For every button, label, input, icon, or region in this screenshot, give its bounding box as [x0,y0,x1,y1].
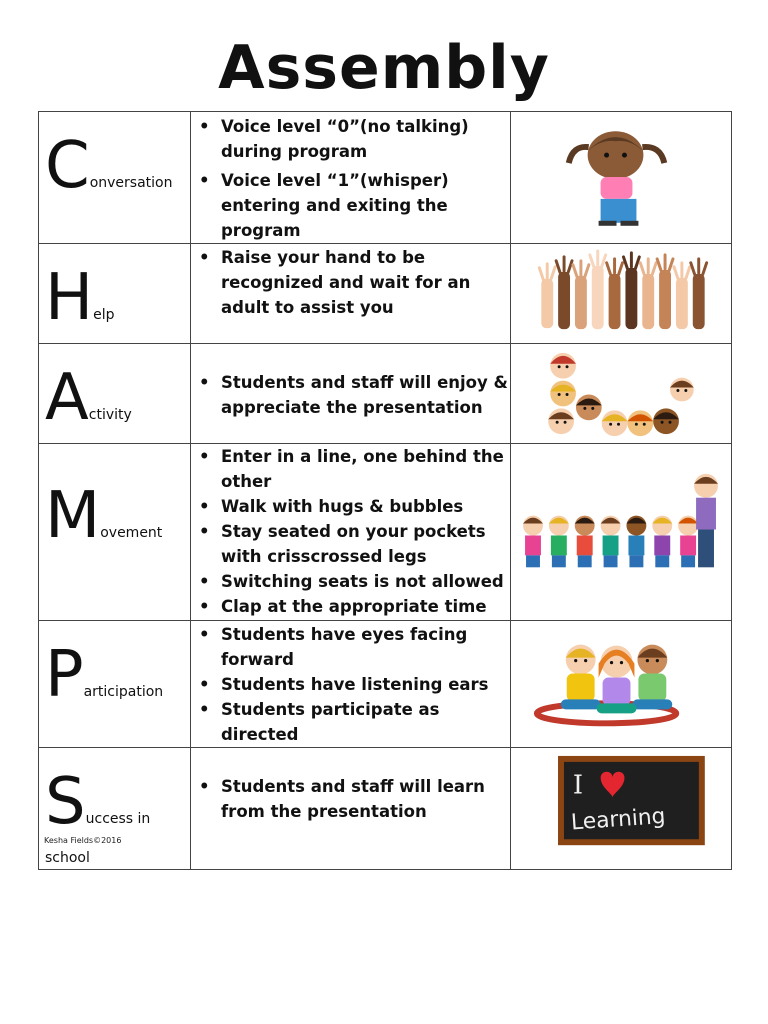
rule-item: • Walk with hugs & bubbles [221,494,510,519]
chalkboard-i: I [572,770,584,801]
group-of-kids-icon [511,344,731,443]
picture-cell [511,621,732,748]
rules-cell [191,748,511,870]
letter-cell [39,748,191,870]
rules-cell [191,621,511,748]
picture-cell [511,244,732,344]
picture-cell [511,112,732,244]
letter-cell [39,621,191,748]
rule-item: • Voice level “0”(no talking) during program [221,114,510,164]
table-row-a [39,344,732,444]
row-word: ctivity [88,407,132,423]
rule-item: • Students and staff will enjoy & appreciate the presentation [221,370,510,420]
table-row-s [39,748,732,870]
table-row-h [39,244,732,344]
raised-hands-icon [511,244,731,343]
champs-table [38,111,732,870]
row-word: elp [93,307,115,323]
row-word: uccess in [85,811,151,827]
table-row-c [39,112,732,244]
table-row-p [39,621,732,748]
kids-in-line-icon [511,444,731,620]
page-title: Assembly [218,33,550,103]
picture-cell [511,344,732,444]
row-letter: H [45,261,92,335]
row-letter: C [45,129,88,203]
row-word: onversation [89,175,173,191]
rules-cell [191,244,511,344]
row-letter: A [45,361,87,435]
row-letter: S [45,765,84,839]
rule-item: • Students participate as directed [221,697,510,747]
picture-cell [511,444,732,621]
rule-item: • Switching seats is not allowed [221,569,510,594]
rule-item: • Students have eyes facing forward [221,622,510,672]
rule-item: • Enter in a line, one behind the other [221,444,510,494]
rule-item: • Students have listening ears [221,672,510,697]
rules-cell [191,344,511,444]
rule-item: • Stay seated on your pockets with crisscrossed legs [221,519,510,569]
table-row-m [39,444,732,621]
girl-shushing-icon [511,112,731,243]
picture-cell [511,748,732,870]
rule-item: • Voice level “1”(whisper) entering and exiting the program [221,168,510,243]
letter-cell [39,112,191,244]
chalkboard-word: Learning [570,803,667,836]
kids-sitting-on-rug-icon [511,621,731,747]
rules-cell [191,444,511,621]
letter-cell [39,344,191,444]
row-letter: P [45,638,82,712]
rule-item: • Students and staff will learn from the presentation [221,774,510,824]
rule-item: • Clap at the appropriate time [221,594,510,619]
rule-item: • Raise your hand to be recognized and wait for an adult to assist you [221,245,510,320]
row-word: ovement [100,525,163,541]
rules-cell [191,112,511,244]
chalkboard-icon [511,748,731,869]
copyright-footer: Kesha Fields©2016 [44,836,122,845]
letter-cell [39,244,191,344]
row-word-continued: school [45,850,90,866]
row-letter: M [45,479,99,553]
row-word: articipation [83,684,164,700]
letter-cell [39,444,191,621]
